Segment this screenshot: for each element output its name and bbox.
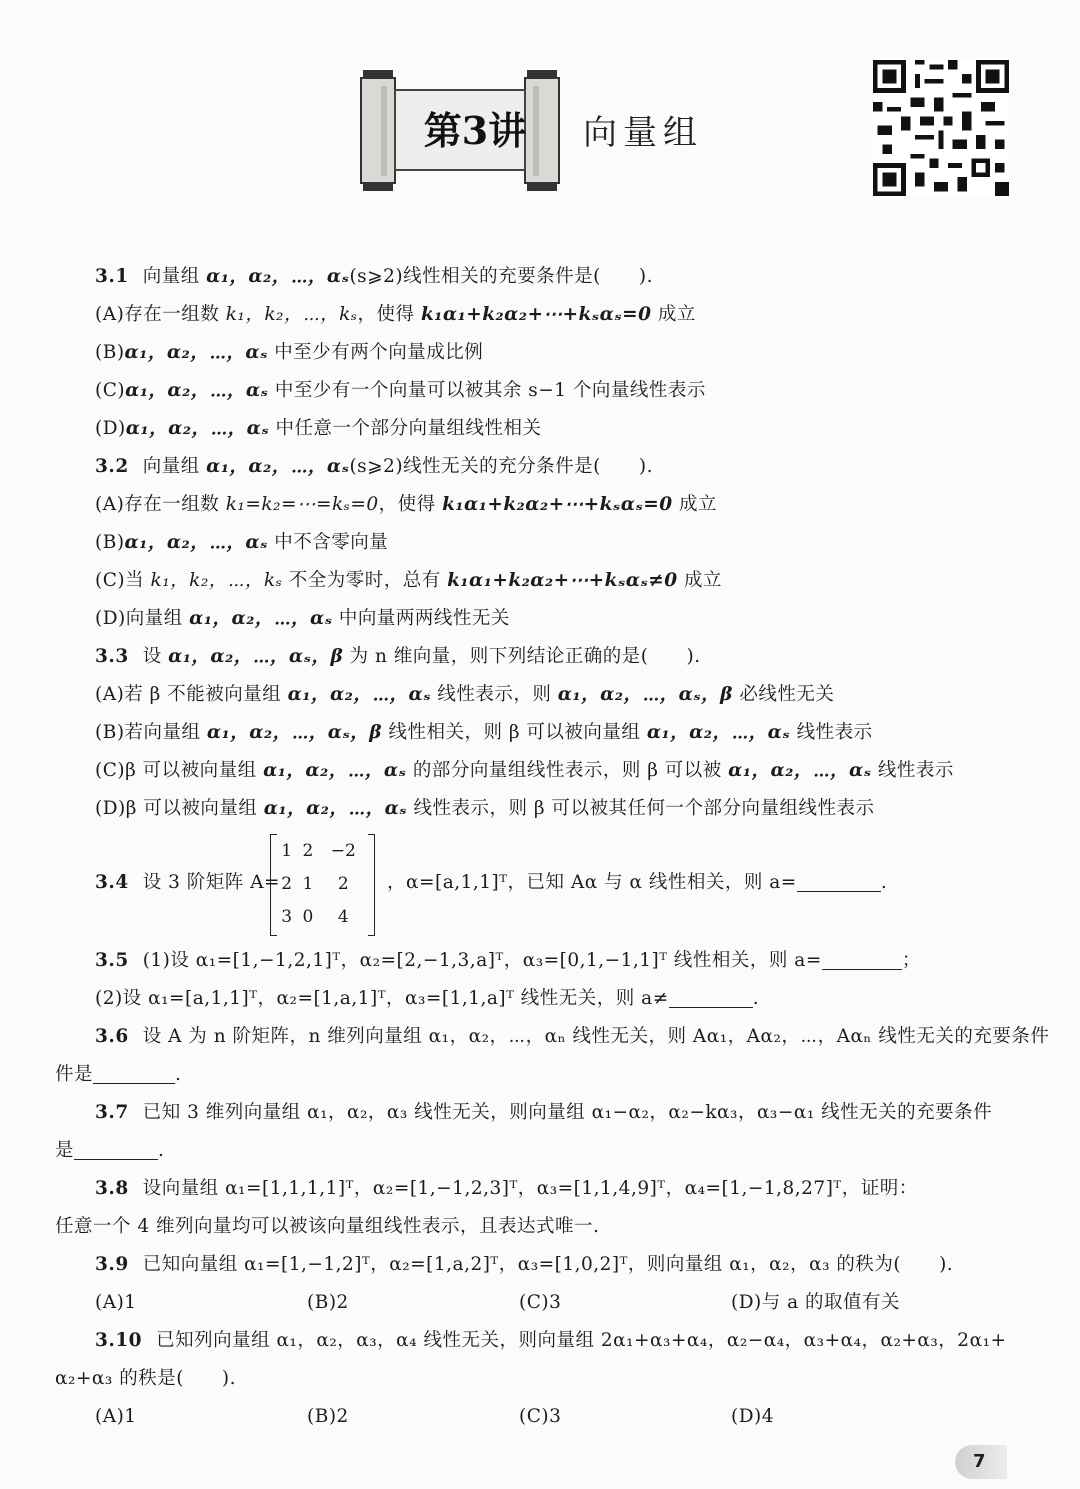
problem-3-1-option-a: (A)存在一组数 k₁，k₂，⋯，kₛ，使得 k₁α₁+k₂α₂+⋯+kₛαₛ=0 成立 [95, 304, 696, 325]
problem-3-3-option-c: (C)β 可以被向量组 α₁，α₂，⋯，αₛ 的部分向量组线性表示，则 β 可以被 α₁，α₂，⋯，αₛ 线性表示 [95, 760, 954, 781]
answer-blank [822, 949, 902, 970]
problem-3-9-options [55, 1284, 1010, 1322]
problem-3-4-stem: 3.4 设 3 阶矩阵 A= [95, 872, 280, 893]
problem-3-2-option-a: (A)存在一组数 k₁=k₂=⋯=kₛ=0，使得 k₁α₁+k₂α₂+⋯+kₛαₛ=0 成立 [95, 494, 718, 515]
matrix-cell: 1 [302, 873, 314, 894]
problem-3-1-stem: 3.1 向量组 α₁，α₂，⋯，αₛ(s⩾2)线性相关的充要条件是( ). [95, 266, 653, 287]
option-b: (B)2 [307, 1292, 349, 1313]
qr-code-icon [873, 60, 1009, 196]
problem-3-8-cont: 任意一个 4 维列向量均可以被该向量组线性表示，且表达式唯一. [55, 1216, 600, 1237]
problem-3-3-stem: 3.3 设 α₁，α₂，⋯，αₛ，β 为 n 维向量，则下列结论正确的是( ). [95, 646, 701, 667]
option-b: (B)2 [307, 1406, 349, 1427]
problem-3-2-option-b: (B)α₁，α₂，⋯，αₛ 中不含零向量 [95, 532, 389, 553]
problem-3-10-cont: α₂+α₃ 的秩是( ). [55, 1368, 237, 1389]
matrix-a [270, 834, 375, 938]
problem-3-1-option-c: (C)α₁，α₂，⋯，αₛ 中至少有一个向量可以被其余 s−1 个向量线性表示 [95, 380, 706, 401]
problem-3-6-stem: 3.6 设 A 为 n 阶矩阵，n 维列向量组 α₁，α₂，⋯，αₙ 线性无关，则 Aα₁，Aα₂，⋯，Aαₙ 线性无关的充要条件 [95, 1026, 1050, 1047]
problem-3-1-option-b: (B)α₁，α₂，⋯，αₛ 中至少有两个向量成比例 [95, 342, 484, 363]
chapter-header [0, 0, 1080, 240]
answer-blank [797, 871, 881, 892]
matrix-row [276, 867, 368, 900]
problem-3-9-stem: 3.9 已知向量组 α₁=[1,−1,2]ᵀ，α₂=[1,a,2]ᵀ，α₃=[1,0,2]ᵀ，则向量组 α₁，α₂，α₃ 的秩为( ). [95, 1254, 954, 1275]
problem-3-10-options [55, 1398, 1010, 1436]
matrix-row [276, 834, 368, 867]
matrix-cell: 4 [337, 906, 349, 927]
option-a: (A)1 [95, 1406, 137, 1427]
matrix-cell: 2 [302, 840, 314, 861]
option-d: (D)4 [731, 1406, 775, 1427]
problem-3-5-part1: 3.5 (1)设 α₁=[1,−1,2,1]ᵀ，α₂=[2,−1,3,a]ᵀ，α₃=[0,1,−1,1]ᵀ 线性相关，则 a= ； [95, 950, 921, 971]
matrix-cell: 1 [281, 840, 293, 861]
problem-3-6-cont: 件是 . [55, 1064, 182, 1085]
problem-3-4-tail: ，α=[a,1,1]ᵀ，已知 Aα 与 α 线性相关，则 a= . [387, 872, 888, 893]
problem-3-2-option-d: (D)向量组 α₁，α₂，⋯，αₛ 中向量两两线性无关 [95, 608, 510, 629]
option-a: (A)1 [95, 1292, 137, 1313]
problem-3-3-option-b: (B)若向量组 α₁，α₂，⋯，αₛ，β 线性相关，则 β 可以被向量组 α₁，α₂，⋯，αₛ 线性表示 [95, 722, 873, 743]
answer-blank [74, 1139, 158, 1160]
problem-3-7-cont: 是 . [55, 1140, 165, 1161]
matrix-cell: 2 [337, 873, 349, 894]
problem-3-7-stem: 3.7 已知 3 维列向量组 α₁，α₂，α₃ 线性无关，则向量组 α₁−α₂，α₂−kα₃，α₃−α₁ 线性无关的充要条件 [95, 1102, 993, 1123]
problem-3-10-stem: 3.10 已知列向量组 α₁，α₂，α₃，α₄ 线性无关，则向量组 2α₁+α₃+α₄，α₂−α₄，α₃+α₄，α₂+α₃，2α₁+ [95, 1330, 1007, 1351]
problem-3-2-stem: 3.2 向量组 α₁，α₂，⋯，αₛ(s⩾2)线性无关的充分条件是( ). [95, 456, 653, 477]
problem-3-2-option-c: (C)当 k₁，k₂，⋯，kₛ 不全为零时，总有 k₁α₁+k₂α₂+⋯+kₛαₛ≠0 成立 [95, 570, 723, 591]
problem-list [55, 258, 1050, 1436]
option-c: (C)3 [519, 1406, 562, 1427]
option-d: (D)与 a 的取值有关 [731, 1292, 901, 1313]
problem-3-8-stem: 3.8 设向量组 α₁=[1,1,1,1]ᵀ，α₂=[1,−1,2,3]ᵀ，α₃=[1,1,4,9]ᵀ，α₄=[1,−1,8,27]ᵀ，证明： [95, 1178, 918, 1199]
answer-blank [93, 1063, 175, 1084]
problem-3-4 [55, 828, 1010, 942]
matrix-cell: 0 [302, 906, 314, 927]
matrix-row [276, 900, 368, 933]
problem-3-1-option-d: (D)α₁，α₂，⋯，αₛ 中任意一个部分向量组线性相关 [95, 418, 542, 439]
problem-3-5-part2: (2)设 α₁=[a,1,1]ᵀ，α₂=[1,a,1]ᵀ，α₃=[1,1,a]ᵀ 线性无关，则 a≠ . [95, 988, 760, 1009]
matrix-cell: −2 [330, 840, 356, 861]
answer-blank [669, 987, 753, 1008]
problem-3-3-option-a: (A)若 β 不能被向量组 α₁，α₂，⋯，αₛ 线性表示，则 α₁，α₂，⋯，αₛ，β 必线性无关 [95, 684, 835, 705]
chapter-title: 向量组 [583, 113, 703, 153]
matrix-cell: 2 [281, 873, 293, 894]
problem-3-3-option-d: (D)β 可以被向量组 α₁，α₂，⋯，αₛ 线性表示，则 β 可以被其任何一个部分向量组线性表示 [95, 798, 875, 819]
matrix-cell: 3 [281, 906, 293, 927]
page-number: 7 [955, 1445, 1007, 1479]
option-c: (C)3 [519, 1292, 562, 1313]
lecture-label: 第3讲 [423, 108, 527, 153]
